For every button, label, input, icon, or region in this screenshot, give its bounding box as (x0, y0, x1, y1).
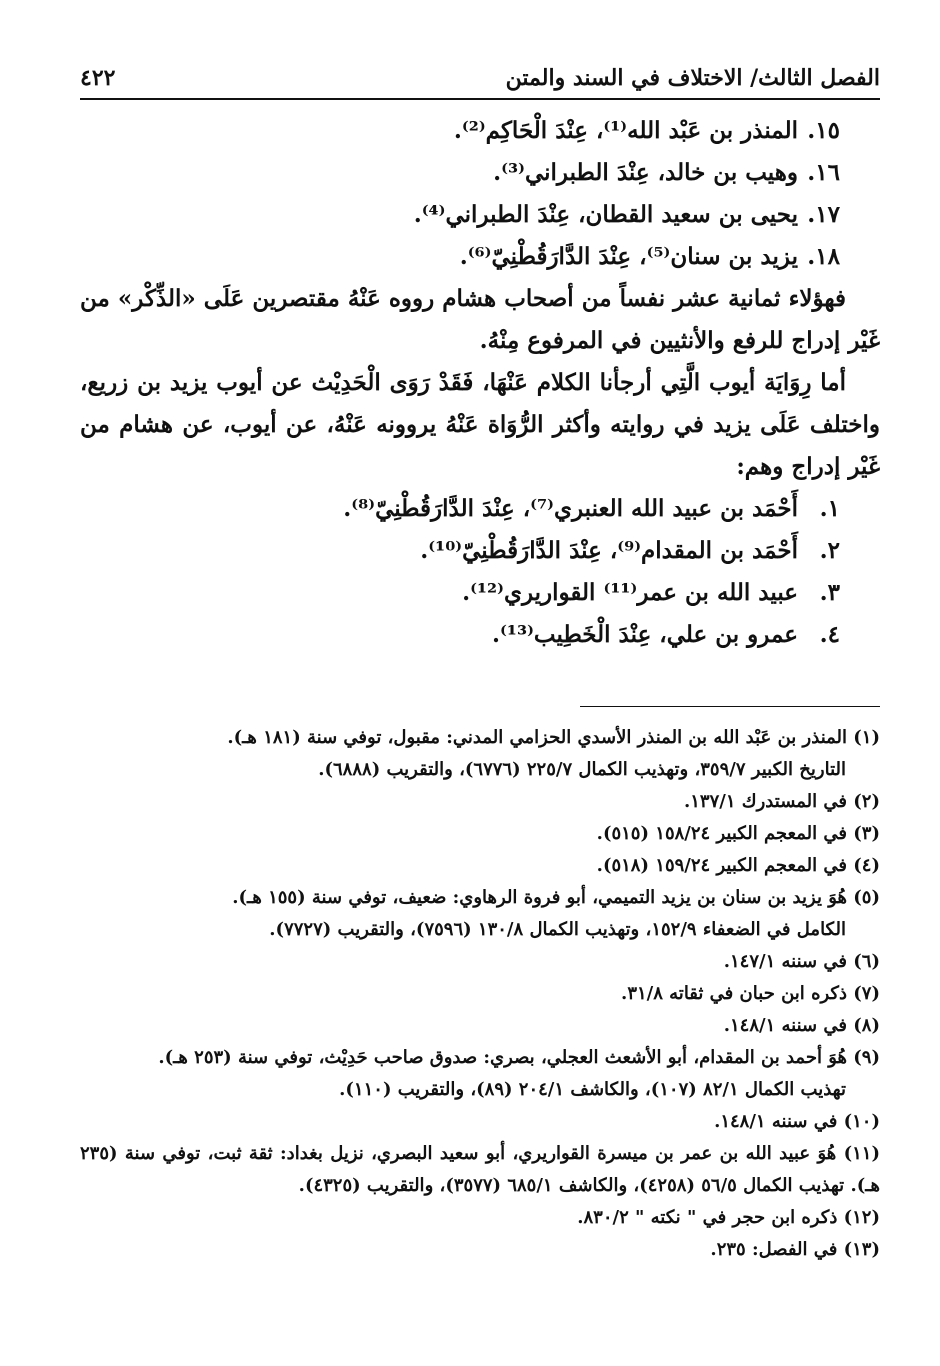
paragraph-ayyub: أما رِوَايَة أيوب الَّتِي أرجأنا الكلام عَنْهَا، فَقَدْ رَوَى الْحَدِيْث عن أيوب يزيد بن زريع، واختلف عَلَى يزيد في روايته وأكثر الرُّوَاة عَنْهُ يروونه عَنْهُ، عن أيوب، عن هشام من غَيْر إدراج وهم: (80, 369, 880, 480)
list-item (80, 530, 840, 572)
list-item (80, 572, 840, 614)
footnote-text: (١٣) في الفصل: ٢٣٥. (710, 1239, 880, 1260)
paragraph-summary: فهؤلاء ثمانية عشر نفساً من أصحاب هشام رووه عَنْهُ مقتصرين عَلَى «الذِّكْر» من غَيْر إدراج للرفع والأنثيين في المرفوع مِنْهُ. (80, 285, 880, 354)
footnote-text: (٣) في المعجم الكبير ١٥٨/٢٤ (٥١٥). (596, 823, 880, 844)
footnote-text: (٧) ذكره ابن حبان في ثقاته ٣١/٨. (621, 983, 880, 1004)
footnote-text: (٦) في سننه ١٤٧/١. (723, 951, 880, 972)
item-number: ١٨. (807, 243, 840, 270)
footnote (80, 818, 880, 850)
footnotes (80, 722, 880, 1266)
item-text: عمرو بن علي، عِنْدَ الْخَطِيب⁽¹³⁾. (492, 621, 798, 648)
footnote-continuation: التاريخ الكبير ٣٥٩/٧، وتهذيب الكمال ٢٢٥/٧ (٦٧٧٦)، والتقريب (٦٨٨٨). (318, 759, 846, 780)
footnote (80, 1010, 880, 1042)
footnote-text: (١٠) في سننه ١٤٨/١. (714, 1111, 880, 1132)
footnote-text: (٤) في المعجم الكبير ١٥٩/٢٤ (٥١٨). (596, 855, 880, 876)
item-text: أَحْمَد بن المقدام⁽⁹⁾، عِنْدَ الدَّارَقُطْنِيّ⁽¹⁰⁾. (420, 537, 798, 564)
footnote (80, 722, 880, 786)
footnote (80, 1106, 880, 1138)
footnote-continuation: الكامل في الضعفاء ١٥٢/٩، وتهذيب الكمال ١٣٠/٨ (٧٥٩٦)، والتقريب (٧٧٢٧). (269, 919, 846, 940)
footnote-text: (١٢) ذكره ابن حجر في " نكته " ٨٣٠/٢. (577, 1207, 880, 1228)
footnote-text: (٢) في المستدرك ١٣٧/١. (683, 791, 880, 812)
footnote (80, 978, 880, 1010)
footnote (80, 882, 880, 946)
main-text (80, 110, 880, 656)
item-text: يحيى بن سعيد القطان، عِنْدَ الطبراني⁽⁴⁾. (413, 201, 798, 228)
item-number: ١٦. (807, 159, 840, 186)
item-number: ٣. (819, 579, 840, 606)
footnote (80, 1234, 880, 1266)
footnote (80, 786, 880, 818)
footnote-text: (٥) هُوَ يزيد بن سنان بن يزيد التميمي، أبو فروة الرهاوي: ضعيف، توفي سنة (١٥٥ هـ). (232, 887, 880, 908)
footnote-text: (١١) هُوَ عبيد الله بن عمر بن ميسرة القواريري، أبو سعيد البصري، نزيل بغداد: ثقة ثبت، توفي سنة (٢٣٥ هـ). تهذيب الكمال ٥٦/٥ (٤٢٥٨)، والكاشف ٦٨٥/١ (٣٥٧٧)، والتقريب (٤٣٢٥). (80, 1143, 880, 1196)
footnote-text: (١) المنذر بن عَبْد الله بن المنذر الأسدي الحزامي المدني: مقبول، توفي سنة (١٨١ هـ). (227, 727, 880, 748)
list-item (80, 152, 840, 194)
item-number: ١٥. (807, 117, 840, 144)
list-item (80, 236, 840, 278)
item-number: ٢. (819, 537, 840, 564)
list-item (80, 614, 840, 656)
footnote-text: (٨) في سننه ١٤٨/١. (723, 1015, 880, 1036)
footnote-text: (٩) هُوَ أحمد بن المقدام، أبو الأشعث العجلي، بصري: صدوق صاحب حَدِيْث، توفي سنة (٢٥٣ هـ). (158, 1047, 880, 1068)
item-number: ١٧. (807, 201, 840, 228)
item-text: عبيد الله بن عمر⁽¹¹⁾ القواريري⁽¹²⁾. (462, 579, 798, 606)
footnote (80, 946, 880, 978)
list-item (80, 110, 840, 152)
footnote-divider (580, 706, 880, 707)
footnote-continuation: تهذيب الكمال ٨٢/١ (١٠٧)، والكاشف ٢٠٤/١ (٨٩)، والتقريب (١١٠). (339, 1079, 846, 1100)
running-header (80, 58, 880, 100)
item-text: المنذر بن عَبْد الله⁽¹⁾، عِنْدَ الْحَاكِم⁽²⁾. (453, 117, 798, 144)
footnote (80, 850, 880, 882)
chapter-title: الفصل الثالث/ الاختلاف في السند والمتن (505, 65, 880, 91)
item-text: أَحْمَد بن عبيد الله العنبري⁽⁷⁾، عِنْدَ الدَّارَقُطْنِيّ⁽⁸⁾. (343, 495, 798, 522)
item-text: يزيد بن سنان⁽⁵⁾، عِنْدَ الدَّارَقُطْنِيّ⁽⁶⁾. (459, 243, 798, 270)
item-text: وهيب بن خالد، عِنْدَ الطبراني⁽³⁾. (493, 159, 798, 186)
footnote (80, 1138, 880, 1202)
list-item (80, 488, 840, 530)
footnote (80, 1202, 880, 1234)
item-number: ٤. (819, 621, 840, 648)
page-number: ٤٢٢ (80, 65, 116, 91)
list-item (80, 194, 840, 236)
item-number: ١. (819, 495, 840, 522)
footnote (80, 1042, 880, 1106)
